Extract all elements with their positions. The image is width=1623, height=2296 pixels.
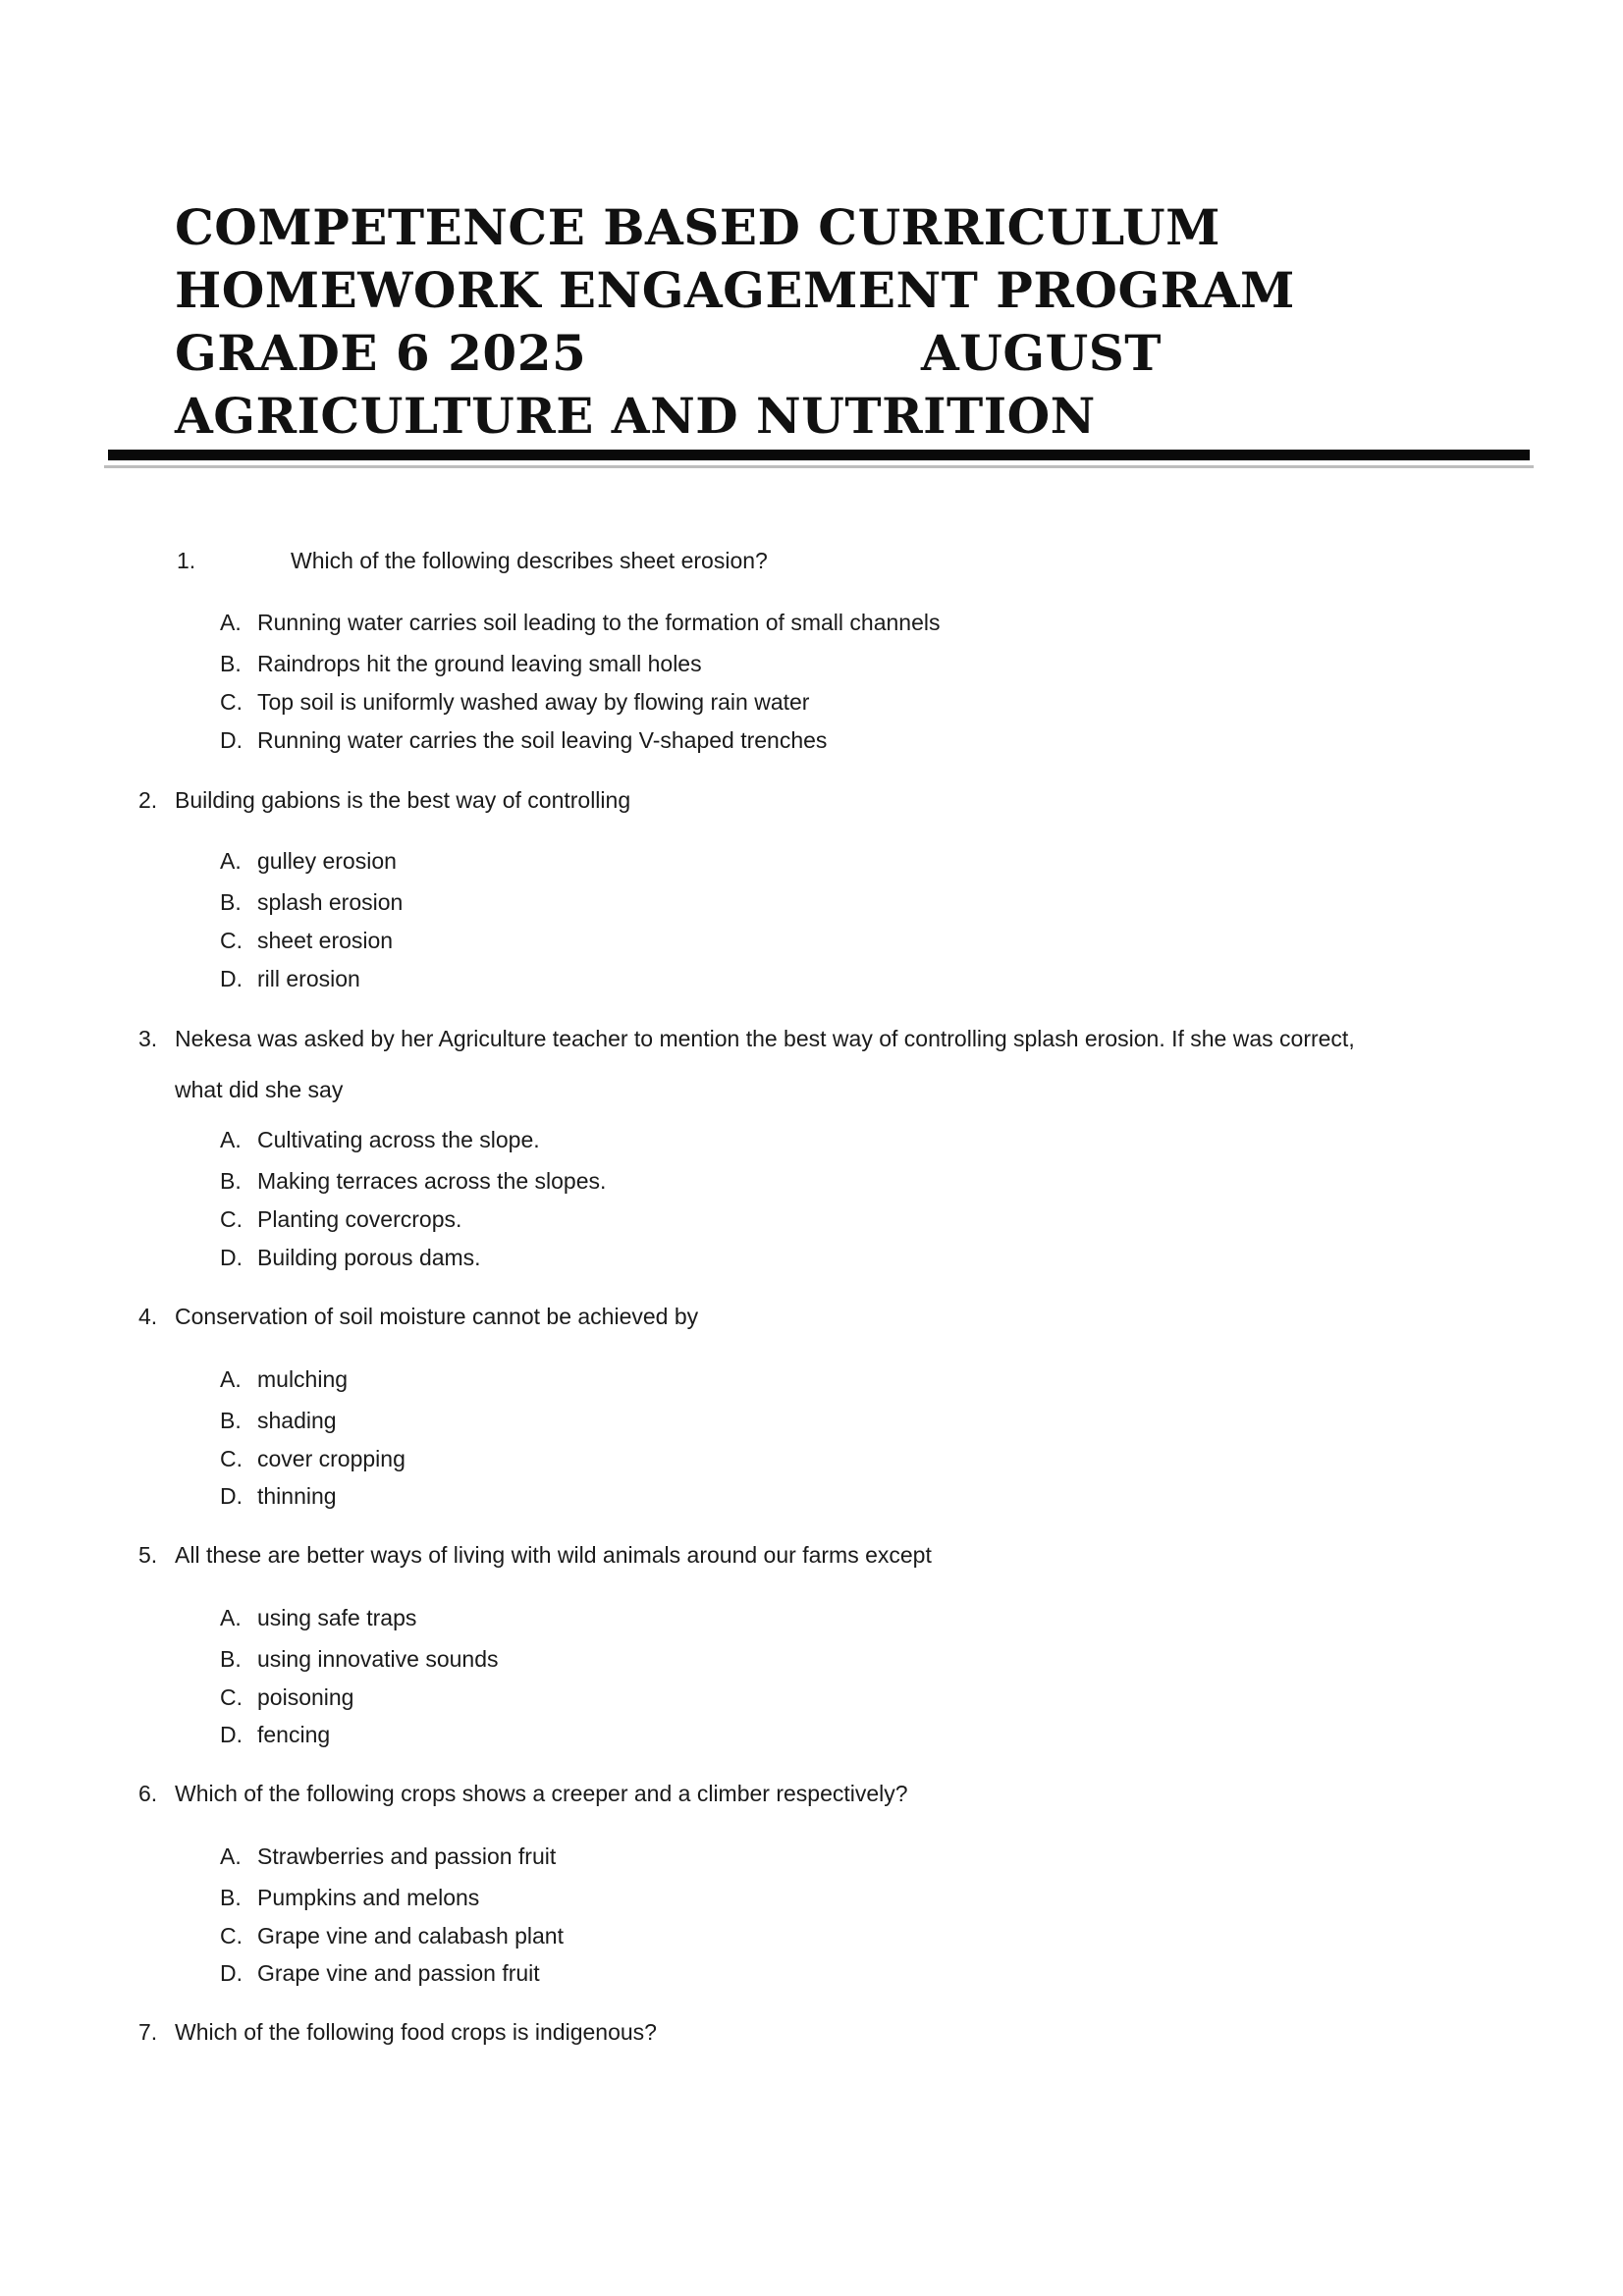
option-4c <box>220 1444 406 1473</box>
option-4a <box>220 1364 348 1394</box>
document-header <box>175 196 1295 448</box>
option-letter: D. <box>220 1245 243 1270</box>
option-text: Running water carries the soil leaving V-shaped trenches <box>257 727 828 753</box>
header-line-grade <box>175 322 1295 385</box>
header-month: AUGUST <box>921 324 1163 382</box>
option-letter: D. <box>220 727 243 753</box>
header-subject: AGRICULTURE AND NUTRITION <box>175 387 1096 445</box>
option-text: Grape vine and passion fruit <box>257 1960 540 1986</box>
option-text: Building porous dams. <box>257 1245 481 1270</box>
question-text: All these are better ways of living with wild animals around our farms except <box>175 1542 932 1568</box>
option-text: mulching <box>257 1366 349 1392</box>
option-letter: C. <box>220 1206 243 1232</box>
question-text: Conservation of soil moisture cannot be achieved by <box>175 1304 699 1329</box>
option-3c <box>220 1204 461 1234</box>
option-letter: A. <box>220 848 242 874</box>
option-letter: A. <box>220 1127 242 1152</box>
option-text: gulley erosion <box>257 848 397 874</box>
option-letter: A. <box>220 610 242 635</box>
option-letter: B. <box>220 1408 242 1433</box>
option-text: Cultivating across the slope. <box>257 1127 540 1152</box>
option-1d <box>220 725 827 755</box>
option-letter: B. <box>220 651 242 676</box>
header-rule-thin <box>104 465 1534 468</box>
question-number: 3. <box>138 1026 158 1051</box>
option-letter: C. <box>220 1446 243 1471</box>
question-number: 2. <box>138 787 158 813</box>
option-letter: C. <box>220 689 243 715</box>
option-text: cover cropping <box>257 1446 406 1471</box>
question-number: 6. <box>138 1781 158 1806</box>
option-letter: D. <box>220 966 243 991</box>
option-letter: D. <box>220 1722 243 1747</box>
option-text: Grape vine and calabash plant <box>257 1923 564 1949</box>
option-letter: A. <box>220 1605 242 1630</box>
option-3b <box>220 1166 606 1196</box>
option-letter: C. <box>220 1923 243 1949</box>
option-5d <box>220 1720 330 1749</box>
question-text-continued: what did she say <box>175 1077 344 1102</box>
option-5b <box>220 1644 499 1674</box>
option-text: Raindrops hit the ground leaving small holes <box>257 651 702 676</box>
option-text: fencing <box>257 1722 331 1747</box>
header-line-program: HOMEWORK ENGAGEMENT PROGRAM <box>175 261 1295 319</box>
option-text: using innovative sounds <box>257 1646 499 1672</box>
option-text: rill erosion <box>257 966 360 991</box>
question-number: 4. <box>138 1304 158 1329</box>
option-2c <box>220 926 393 955</box>
option-3d <box>220 1243 481 1272</box>
option-5c <box>220 1682 353 1712</box>
option-letter: B. <box>220 1885 242 1910</box>
header-rule-thick <box>108 450 1530 460</box>
option-text: poisoning <box>257 1684 354 1710</box>
header-grade: GRADE 6 2025 <box>175 324 587 382</box>
option-letter: B. <box>220 1646 242 1672</box>
option-text: sheet erosion <box>257 928 394 953</box>
option-6c <box>220 1921 564 1950</box>
option-text: thinning <box>257 1483 337 1509</box>
option-text: Strawberries and passion fruit <box>257 1843 557 1869</box>
option-text: Top soil is uniformly washed away by flowing rain water <box>257 689 810 715</box>
option-letter: B. <box>220 1168 242 1194</box>
option-4d <box>220 1481 337 1511</box>
option-letter: C. <box>220 928 243 953</box>
option-1b <box>220 649 702 678</box>
option-text: using safe traps <box>257 1605 417 1630</box>
option-1c <box>220 687 809 717</box>
option-1a <box>220 608 940 637</box>
question-text: Which of the following crops shows a creeper and a climber respectively? <box>175 1781 908 1806</box>
option-text: Planting covercrops. <box>257 1206 462 1232</box>
option-letter: D. <box>220 1483 243 1509</box>
option-letter: A. <box>220 1366 242 1392</box>
question-number: 1. <box>177 548 196 573</box>
option-text: Running water carries soil leading to the formation of small channels <box>257 610 941 635</box>
option-4b <box>220 1406 337 1435</box>
question-text: Building gabions is the best way of controlling <box>175 787 631 813</box>
question-text: Nekesa was asked by her Agriculture teacher to mention the best way of controlling splash erosion. If she was correct, <box>175 1026 1355 1051</box>
question-text: Which of the following describes sheet erosion? <box>291 548 768 573</box>
option-5a <box>220 1603 416 1632</box>
question-text: Which of the following food crops is indigenous? <box>175 2019 657 2045</box>
question-number: 5. <box>138 1542 158 1568</box>
option-letter: D. <box>220 1960 243 1986</box>
option-text: shading <box>257 1408 337 1433</box>
option-text: Making terraces across the slopes. <box>257 1168 607 1194</box>
option-2a <box>220 846 397 876</box>
option-6d <box>220 1958 540 1988</box>
option-2b <box>220 887 403 917</box>
option-3a <box>220 1125 540 1154</box>
option-6a <box>220 1842 556 1871</box>
option-2d <box>220 964 360 993</box>
option-6b <box>220 1883 479 1912</box>
option-letter: C. <box>220 1684 243 1710</box>
question-number: 7. <box>138 2019 158 2045</box>
option-text: Pumpkins and melons <box>257 1885 480 1910</box>
header-line-curriculum: COMPETENCE BASED CURRICULUM <box>175 198 1220 256</box>
option-letter: A. <box>220 1843 242 1869</box>
option-text: splash erosion <box>257 889 404 915</box>
option-letter: B. <box>220 889 242 915</box>
